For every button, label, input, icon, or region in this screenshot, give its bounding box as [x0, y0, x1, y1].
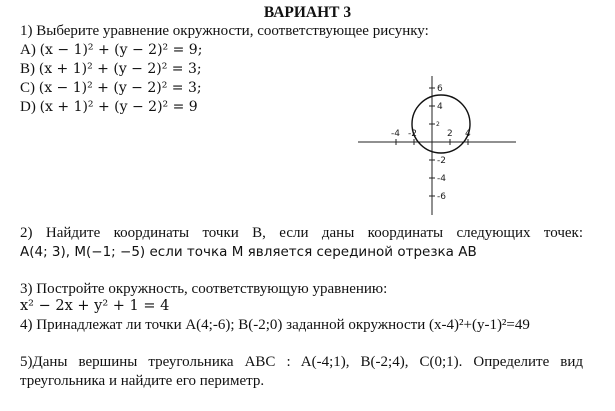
- y-tick-label: 4: [437, 102, 443, 112]
- q1-option-c-equation: (x − 1)² + (y − 2)² = 3;: [38, 80, 202, 96]
- q1-option-b: [20, 61, 202, 78]
- q5-line-2: треугольника и найдите его периметр.: [20, 373, 265, 389]
- q1-option-c-letter: C): [20, 80, 35, 96]
- q3-equation: x² − 2x + y² + 1 = 4: [20, 298, 170, 314]
- q5-line-1: 5)Даны вершины треугольника ABC : A(-4;1), B(-2;4), C(0;1). Определите вид: [20, 354, 583, 370]
- q1-option-a-equation: (x − 1)² + (y − 2)² = 9;: [39, 42, 203, 58]
- q1-option-d-letter: D): [20, 99, 36, 115]
- q1-option-d: [20, 99, 198, 116]
- q1-option-c: [20, 80, 202, 97]
- q4-text: 4) Принадлежат ли точки A(4;-6); B(-2;0) заданной окружности (x-4)²+(y-1)²=49: [20, 317, 530, 333]
- y-tick-label: -6: [437, 192, 446, 202]
- y-tick-label: -4: [437, 174, 446, 184]
- q2-line-2: A(4; 3), M(−1; −5) если точка M является серединой отрезка AB: [20, 244, 477, 260]
- x-tick-label: -4: [391, 129, 400, 139]
- x-tick-label: 4: [465, 129, 471, 139]
- y-tick-label: 6: [437, 84, 443, 94]
- q1-option-d-equation: (x + 1)² + (y − 2)² = 9: [39, 99, 198, 115]
- y-tick-label: 2: [436, 121, 440, 128]
- variant-title: ВАРИАНТ 3: [263, 4, 352, 21]
- q2-line-1: 2) Найдите координаты точки B, если даны координаты следующих точек:: [20, 225, 583, 241]
- q1-prompt: 1) Выберите уравнение окружности, соответствующее рисунку:: [20, 23, 429, 39]
- circle-coordinate-figure: [350, 70, 520, 220]
- q1-option-a-letter: A): [20, 42, 36, 58]
- y-tick-label: -2: [437, 156, 446, 166]
- q3-prompt: 3) Постройте окружность, соответствующую уравнению:: [20, 281, 388, 297]
- x-tick-label: 2: [447, 129, 453, 139]
- q1-option-b-equation: (x + 1)² + (y − 2)² = 3;: [38, 61, 202, 77]
- q1-option-b-letter: B): [20, 61, 35, 77]
- x-tick-label: -2: [408, 129, 417, 139]
- q1-option-a: [20, 42, 202, 59]
